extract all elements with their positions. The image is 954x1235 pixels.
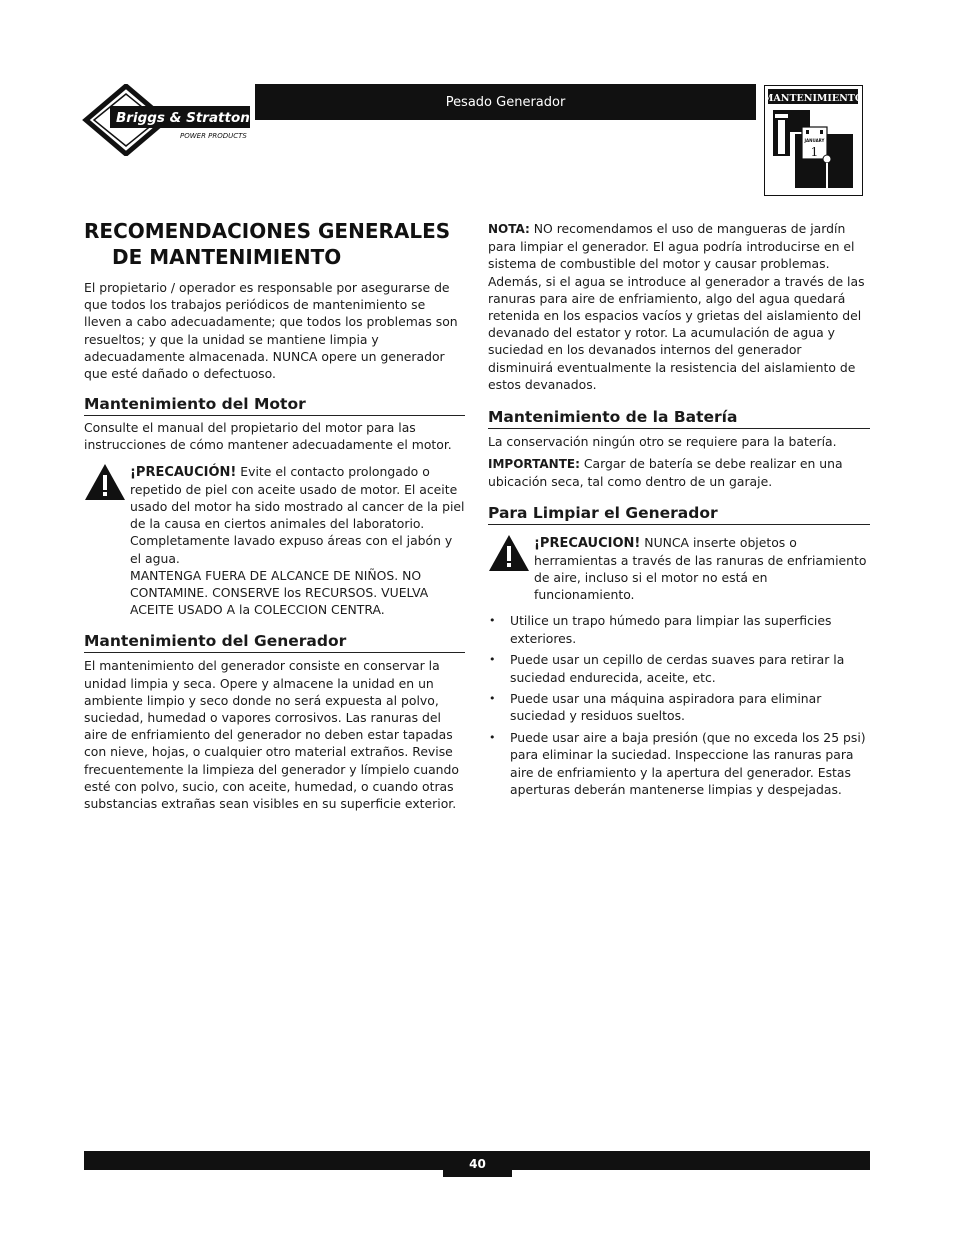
battery-paragraph: La conservación ningún otro se requiere para la batería. [488, 434, 837, 450]
motor-paragraph: Consulte el manual del propietario del motor para las instrucciones de cómo mantener adecuadamente el motor. [84, 420, 452, 453]
maintenance-badge-label: MANTENIMIENTO [765, 93, 861, 104]
calendar-day: 1 [810, 145, 819, 159]
header-title: Pesado Generador [445, 94, 566, 110]
motor-heading: Mantenimiento del Motor [84, 394, 465, 416]
warning-icon [488, 534, 530, 572]
page-title-line2: DE MANTENIMIENTO [112, 245, 342, 269]
note-label: NOTA: [488, 222, 530, 236]
important-paragraph [488, 455, 870, 490]
cleaning-caution-text: NUNCA inserte objetos o herramientas a través de las ranuras de enfriamiento de aire, incluso si el motor no está en funcionamiento. [534, 534, 867, 603]
list-item: • Utilice un trapo húmedo para limpiar las superficies exteriores. [488, 612, 870, 646]
page-number: 40 [469, 1157, 486, 1171]
cleaning-heading: Para Limpiar el Generador [488, 503, 870, 525]
list-item: • Puede usar una máquina aspiradora para eliminar suciedad y residuos sueltos. [488, 690, 870, 724]
important-text: Cargar de batería se debe realizar en una ubicación seca, tal como dentro de un garaje. [488, 456, 843, 490]
cleaning-caution [488, 534, 870, 604]
list-item: • Puede usar un cepillo de cerdas suaves para retirar la suciedad endurecida, aceite, etc. [488, 651, 870, 685]
page-number-tab [443, 1151, 512, 1177]
cleaning-caution-label: ¡PRECAUCION! [534, 535, 641, 551]
note-paragraph [488, 220, 870, 393]
note-text: NO recomendamos el uso de mangueras de jardín para limpiar el generador. El agua podría introducirse en el sistema de combustible del motor y causar problemas. Además, si el agua se introduce al generador a través de las ranuras para aire de enfriamiento, algo del agua quedará retenida en los espacios vacíos y grietas del aislamiento del devanado del estator y rotor. La acumulación de agua y suciedad en los devanados internos del generador disminuirá eventualmente la resistencia del aislamiento de estos devanados. [488, 221, 865, 392]
brand-logo [82, 84, 257, 156]
motor-caution-label: ¡PRECAUCIÓN! [130, 464, 237, 480]
header-title-bar [255, 84, 756, 120]
battery-heading: Mantenimiento de la Batería [488, 407, 870, 429]
generator-paragraph: El mantenimiento del generador consiste en conservar la unidad limpia y seca. Opere y almacene la unidad en un ambiente limpio y seco donde no será expuesta al polvo, suciedad, humedad o vapores corrosivos. Las ranuras del aire de enfriamiento del generador no deben estar tapadas con nieve, hojas, o cualquier otro material extraños. Revise frecuentemente la limpieza del generador y límpielo cuando esté con polvo, sucio, con aceite, humedad, o cuando otras substancias extrañas sean visibles en su superficie exterior. [84, 658, 459, 812]
left-column [84, 218, 465, 812]
generator-heading: Mantenimiento del Generador [84, 631, 465, 653]
right-column [488, 218, 870, 802]
motor-caution [84, 463, 465, 619]
maintenance-badge [764, 85, 863, 196]
screwdriver-icon [826, 163, 828, 192]
motor-caution-text2: MANTENGA FUERA DE ALCANCE DE NIÑOS. NO CONTAMINE. CONSERVE los RECURSOS. VUELVA ACEITE USADO A la COLECCION CENTRA. [130, 567, 429, 618]
important-label: IMPORTANTE: [488, 457, 580, 472]
brand-subtitle: POWER PRODUCTS [180, 132, 247, 140]
motor-caution-text: Evite el contacto prolongado o repetido de piel con aceite usado de motor. El aceite usado del motor ha sido mostrado al cancer de la piel de la causa en ciertos animales del laboratorio. Completamente lavado expuso áreas con el jabón y el agua. [130, 463, 465, 566]
intro-paragraph: El propietario / operador es responsable por asegurarse de que todos los trabajos periódicos de mantenimiento se lleven a cabo adecuadamente; que todos los problemas son resueltos; y que la unidad se mantiene limpia y adecuadamente almacenada. NUNCA opere un generador que esté dañado o defectuoso. [84, 280, 458, 382]
warning-icon [84, 463, 126, 501]
page-title [84, 218, 465, 270]
page-title-line1: RECOMENDACIONES GENERALES [84, 219, 451, 243]
calendar-month: JANUARY [804, 138, 825, 143]
brand-name: Briggs & Stratton [116, 110, 250, 126]
cleaning-list [488, 612, 870, 798]
list-item: • Puede usar aire a baja presión (que no exceda los 25 psi) para eliminar la suciedad. Inspeccione las ranuras para aire de enfriamiento y la apertura del generador. Estas aperturas deberán mantenerse limpias y despejadas. [488, 729, 870, 798]
